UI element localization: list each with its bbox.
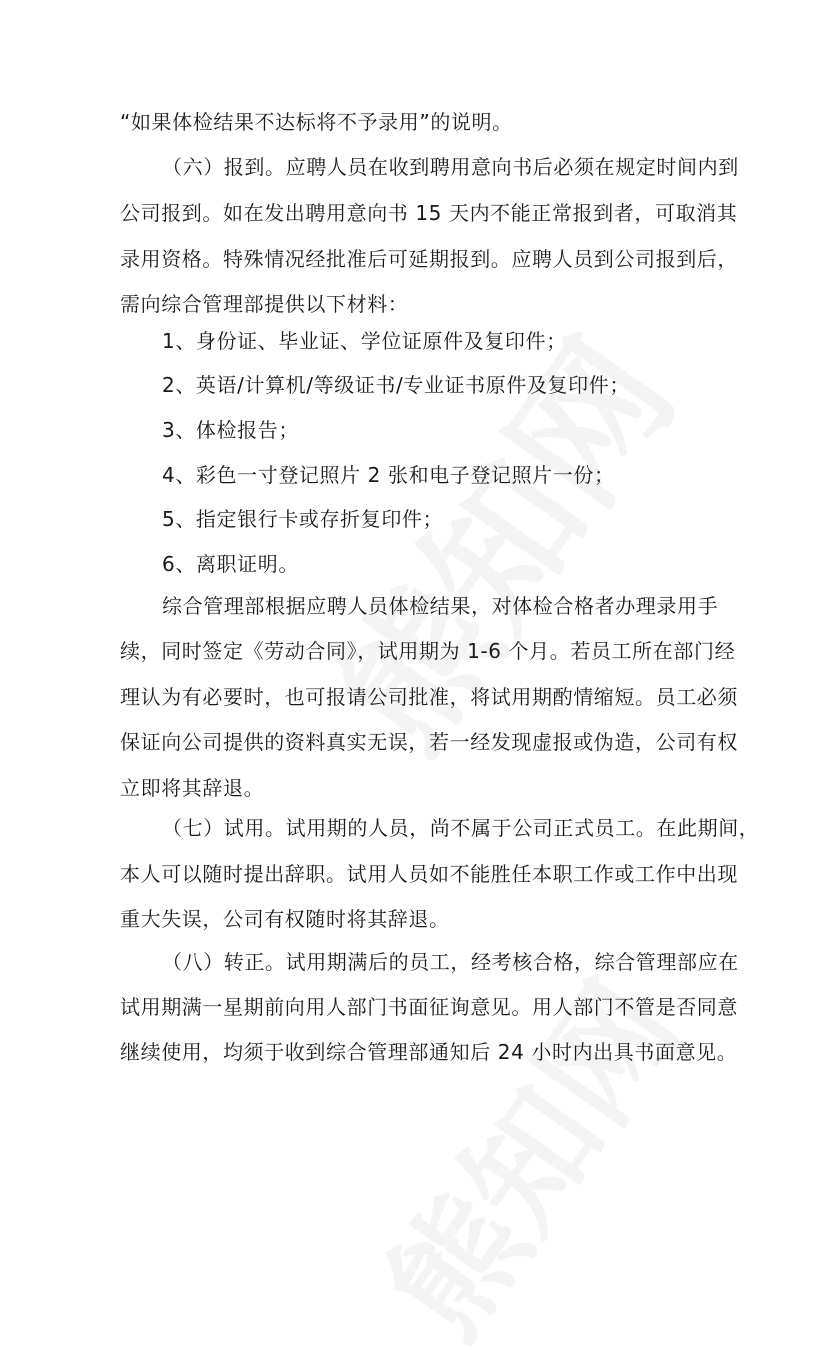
list-item: 1、身份证、毕业证、学位证原件及复印件；	[162, 329, 567, 353]
text-line: “如果体检结果不达标将不予录用”的说明。	[120, 110, 513, 134]
text-line: 本人可以随时提出辞职。试用人员如不能胜任本职工作或工作中出现	[120, 862, 738, 886]
list-item: 5、指定银行卡或存折复印件；	[162, 507, 444, 531]
paragraph-8-heading-line: （八）转正。试用期满后的员工，经考核合格，综合管理部应在	[162, 950, 739, 974]
list-item: 2、英语/计算机/等级证书/专业证书原件及复印件；	[162, 373, 630, 397]
text-line: 公司报到。如在发出聘用意向书 15 天内不能正常报到者，可取消其	[120, 201, 738, 225]
text-line: 试用期满一星期前向用人部门书面征询意见。用人部门不管是否同意	[120, 995, 738, 1019]
text-line: 重大失误，公司有权随时将其辞退。	[120, 907, 450, 931]
paragraph-6-heading-line: （六）报到。应聘人员在收到聘用意向书后必须在规定时间内到	[162, 155, 739, 179]
text-line: 综合管理部根据应聘人员体检结果，对体检合格者办理录用手	[162, 594, 719, 618]
text-line: 理认为有必要时，也可报请公司批准，将试用期酌情缩短。员工必须	[120, 685, 738, 709]
paragraph-7-heading-line: （七）试用。试用期的人员，尚不属于公司正式员工。在此期间，	[162, 816, 760, 840]
list-item: 3、体检报告；	[162, 418, 299, 442]
list-item: 6、离职证明。	[162, 552, 299, 576]
text-line: 立即将其辞退。	[120, 776, 265, 800]
text-line: 保证向公司提供的资料真实无误，若一经发现虚报或伪造，公司有权	[120, 730, 738, 754]
text-line: 续，同时签定《劳动合同》，试用期为 1-6 个月。若员工所在部门经	[120, 639, 736, 663]
list-item: 4、彩色一寸登记照片 2 张和电子登记照片一份；	[162, 463, 615, 487]
text-line: 录用资格。特殊情况经批准后可延期报到。应聘人员到公司报到后，	[120, 247, 738, 271]
text-line: 需向综合管理部提供以下材料：	[120, 292, 409, 316]
text-line: 继续使用，均须于收到综合管理部通知后 24 小时内出具书面意见。	[120, 1040, 738, 1064]
